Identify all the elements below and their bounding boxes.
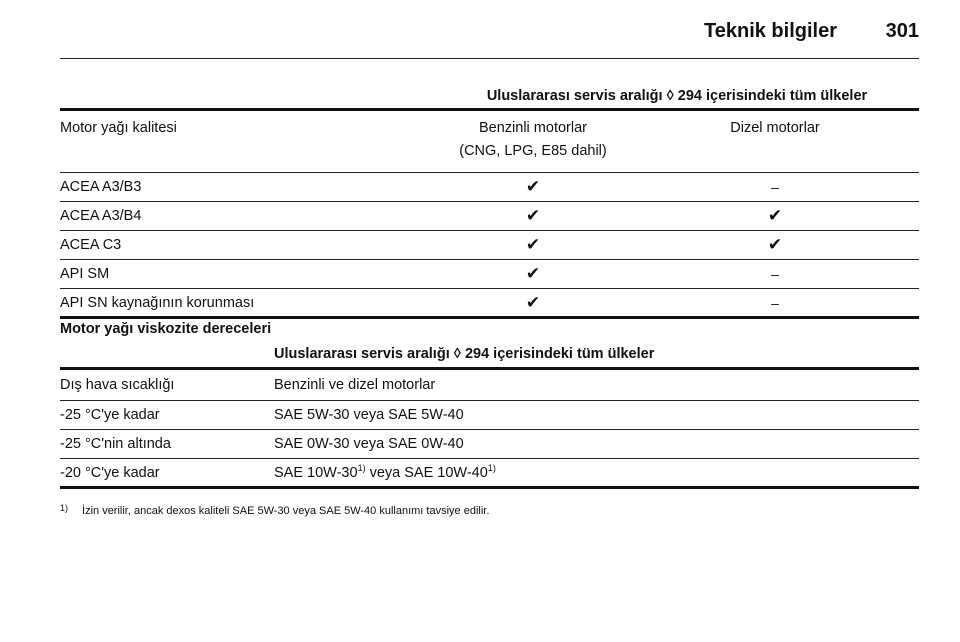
oil-spec-name: API SM (60, 266, 110, 282)
table-row (60, 260, 919, 289)
grade-text-alt: veya SAE 10W-40 (365, 464, 488, 481)
viscosity-grade (274, 459, 919, 488)
table-row (60, 231, 919, 260)
oil-quality-table (60, 76, 919, 319)
oil-quality-region-note: Uluslararası servis aralığı ◊ 294 içerisindeki tüm ülkeler (486, 88, 868, 104)
viscosity-region-note: Uluslararası servis aralığı ◊ 294 içerisindeki tüm ülkeler (274, 345, 655, 362)
check-icon: ✔ (525, 264, 541, 283)
footnote-ref: 1) (487, 462, 496, 473)
page-title: Teknik bilgiler (704, 20, 837, 42)
footnote-marker: 1) (60, 503, 69, 513)
check-icon: ✔ (767, 235, 783, 254)
table-row (60, 430, 919, 459)
viscosity-header-row (60, 369, 919, 401)
viscosity-region-row (60, 340, 919, 369)
dash-icon: – (771, 294, 779, 311)
temperature-range: -20 °C'ye kadar (60, 464, 160, 481)
col-outside-temperature: Dış hava sıcaklığı (60, 377, 175, 393)
check-icon: ✔ (767, 206, 783, 225)
table-row (60, 459, 919, 488)
col-petrol-line2: (CNG, LPG, E85 dahil) (459, 143, 607, 159)
page-number: 301 (885, 20, 919, 42)
table-row (60, 202, 919, 231)
viscosity-table (60, 340, 919, 489)
temperature-range: -25 °C'ye kadar (60, 407, 160, 423)
col-diesel-engines: Dizel motorlar (730, 120, 820, 136)
grade-text: SAE 5W-30 veya SAE 5W-40 (274, 407, 464, 423)
footnote-text: İzin verilir, ancak dexos kaliteli SAE 5W-30 veya SAE 5W-40 kullanımı tavsiye edilir. (82, 505, 490, 517)
col-oil-quality: Motor yağı kalitesi (60, 120, 177, 136)
grade-text: SAE 10W-30 (274, 464, 358, 481)
temperature-range: -25 °C'nin altında (60, 436, 171, 452)
dash-icon: – (771, 179, 779, 195)
oil-spec-name: ACEA C3 (60, 237, 122, 253)
check-icon: ✔ (525, 177, 541, 196)
col-petrol-engines (435, 110, 631, 173)
col-petrol-line1: Benzinli motorlar (479, 120, 587, 136)
check-icon: ✔ (525, 235, 541, 254)
check-icon: ✔ (525, 292, 541, 312)
footnote (60, 505, 489, 517)
oil-spec-name: ACEA A3/B3 (60, 179, 142, 195)
table-row (60, 289, 919, 318)
grade-text: SAE 0W-30 veya SAE 0W-40 (274, 436, 464, 452)
oil-quality-region-row (60, 76, 919, 110)
dash-icon: – (771, 266, 779, 282)
footnote-ref: 1) (357, 462, 366, 473)
table-row (60, 401, 919, 430)
table-row (60, 173, 919, 202)
check-icon: ✔ (525, 206, 541, 225)
col-petrol-diesel-engines: Benzinli ve dizel motorlar (274, 377, 436, 393)
oil-spec-name: ACEA A3/B4 (60, 208, 142, 224)
oil-quality-header-row (60, 110, 919, 173)
viscosity-section-title: Motor yağı viskozite dereceleri (60, 321, 272, 337)
page-header (60, 14, 919, 59)
viscosity-grade (274, 401, 919, 430)
viscosity-grade (274, 430, 919, 459)
oil-spec-name: API SN kaynağının korunması (60, 294, 255, 311)
